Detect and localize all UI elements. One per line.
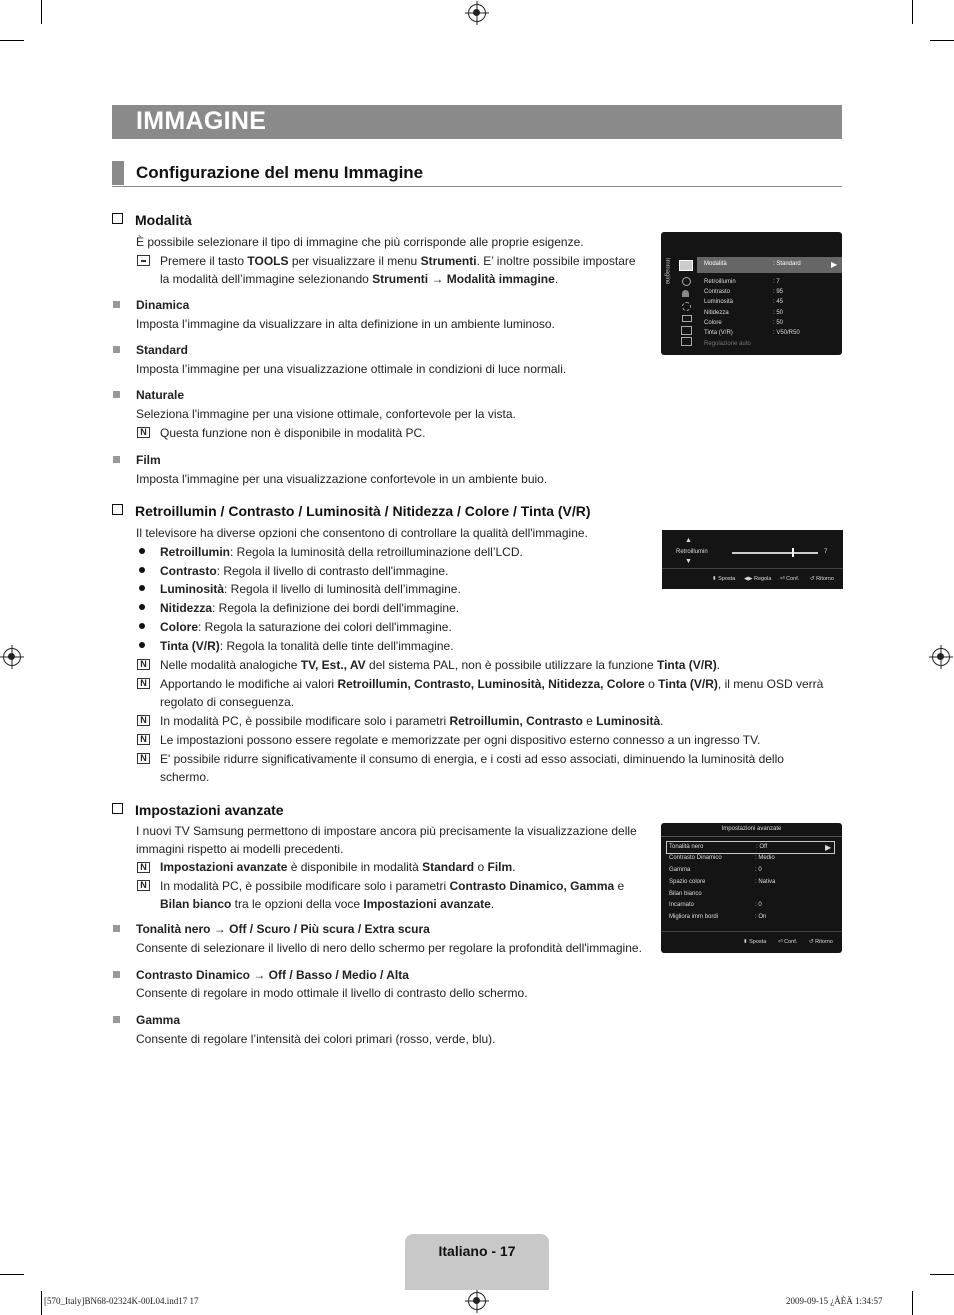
note-icon: N	[137, 715, 150, 726]
osd-row-value: : Standard	[773, 261, 801, 267]
text-bold: Strumenti → Modalità immagine	[372, 272, 555, 286]
note-icon: N	[137, 880, 150, 891]
note-text: Le impostazioni possono essere regolate e memorizzate per ogni dispositivo esterno connesso a un ingresso TV.	[160, 733, 761, 747]
osd-row-value: : On	[755, 914, 767, 920]
text: è disponibile in modalità	[287, 860, 423, 874]
print-slug-left: [570_Italy]BN68-02324K-00L04.ind17 17	[44, 1296, 199, 1306]
osd-row-value: : 50	[773, 320, 784, 326]
bullet-text	[160, 599, 459, 617]
bullet-dot	[139, 604, 145, 610]
crop-mark	[0, 40, 24, 41]
heading-modalita	[112, 212, 192, 228]
page-number: Italiano - 17	[438, 1243, 516, 1259]
text-bold: Impostazioni avanzate	[363, 897, 491, 911]
note-icon: N	[137, 678, 150, 689]
item-title	[136, 966, 409, 984]
bullet-square	[113, 1016, 120, 1023]
item-desc: Imposta l’immagine da visualizzare in alta definizione in un ambiente luminoso.	[136, 317, 555, 331]
bullet-square	[113, 456, 120, 463]
osd-row-label: Tonalità nero	[669, 844, 704, 850]
divider	[661, 931, 842, 932]
item-title	[136, 920, 430, 938]
text-bold: Bilan bianco	[160, 897, 232, 911]
text: tra le opzioni della voce	[231, 897, 364, 911]
text: : Regola il livello di contrasto dell'immagine.	[216, 564, 449, 578]
bullet-dot	[139, 548, 145, 554]
text: : Regola il livello di luminosità dell’immagine.	[224, 582, 461, 596]
osd-row-label: Modalità	[704, 261, 727, 267]
arrow-right-icon: ▶	[825, 843, 832, 852]
item-title	[136, 1011, 180, 1029]
crop-mark	[912, 0, 913, 24]
checkbox-square-icon	[112, 504, 123, 515]
item-name: Gamma	[136, 1013, 181, 1027]
modalita-intro: È possibile selezionare il tipo di immagine che più corrisponde alle proprie esigenze.	[136, 235, 584, 249]
crop-mark	[930, 1274, 954, 1275]
text-bold: Tinta (V/R)	[160, 639, 220, 653]
slider-value: 7	[824, 549, 828, 555]
osd-row-value: : V50/R50	[773, 330, 800, 336]
text-bold: Retroillumin, Contrasto, Luminosità, Nitidezza, Colore	[337, 677, 645, 691]
checkbox-square-icon	[112, 213, 123, 224]
divider	[662, 568, 843, 569]
text: .	[716, 658, 721, 672]
note-text	[160, 750, 850, 786]
osd-row-label: Incarnato	[669, 902, 695, 908]
page-number-tab	[405, 1234, 549, 1290]
text: Premere il tasto	[160, 254, 248, 268]
text: la modalità dell’immagine selezionando	[160, 272, 373, 286]
osd-row-value: : 0	[755, 867, 762, 873]
section-marker	[112, 161, 124, 185]
text: o	[474, 860, 488, 874]
hint-text: Conf.	[784, 939, 798, 945]
item-title	[136, 296, 189, 314]
channel-tab-icon	[682, 290, 689, 297]
osd-row-label: Luminosità	[704, 299, 734, 305]
heading-impostazioni-avanzate	[112, 802, 284, 818]
page-title-bar	[112, 105, 842, 139]
crop-mark	[912, 1291, 913, 1315]
page-title: IMMAGINE	[136, 107, 267, 135]
osd-title: Impostazioni avanzate	[721, 826, 782, 832]
item-name: Tonalità nero → Off / Scuro / Più scura / Extra scura	[136, 922, 430, 936]
osd-selected-row[interactable]	[697, 257, 842, 273]
registration-mark-icon	[3, 648, 21, 666]
hint-text: Regola	[754, 576, 772, 582]
arrow-down-icon: ▼	[685, 558, 692, 565]
note-text	[160, 877, 660, 913]
hint-move: ⬍ Sposta	[712, 576, 736, 582]
osd-row-label: Migliora imm bordi	[669, 914, 719, 920]
text: .	[490, 897, 495, 911]
bullet-text	[160, 562, 448, 580]
note-text	[160, 712, 850, 730]
osd-row-label: Spazio colore	[669, 879, 706, 885]
slider-thumb[interactable]	[792, 548, 794, 557]
osd-row-value: : 95	[773, 289, 784, 295]
heading-text: Modalità	[135, 212, 192, 228]
heading-text: Impostazioni avanzate	[135, 802, 284, 818]
item-name: Film	[136, 453, 161, 467]
picture-tab-icon	[679, 260, 693, 271]
osd-row-label-disabled: Regolazione auto	[704, 341, 751, 347]
osd-row-label: Nitidezza	[704, 310, 729, 316]
text-bold: Contrasto	[160, 564, 217, 578]
bullet-dot	[139, 642, 145, 648]
item-desc: Imposta l’immagine per una visualizzazione ottimale in condizioni di luce normali.	[136, 362, 567, 376]
registration-mark-icon	[468, 1292, 486, 1310]
text-bold: Standard	[422, 860, 475, 874]
text-bold: Retroillumin, Contrasto	[449, 714, 583, 728]
arrow-right-icon: ▶	[831, 260, 838, 269]
item-title	[136, 451, 161, 469]
osd-row-label: Bilan bianco	[669, 891, 702, 897]
bullet-text	[160, 543, 523, 561]
print-slug-right: 2009-09-15 ¿ÀÈÄ 1:34:57	[786, 1296, 883, 1306]
note-icon: N	[137, 753, 150, 764]
osd-selected-row[interactable]	[666, 841, 835, 854]
note-icon: N	[137, 659, 150, 670]
bullet-text	[160, 637, 454, 655]
text-bold: Luminosità	[596, 714, 661, 728]
text-bold: Tinta (V/R)	[658, 677, 718, 691]
text: del sistema PAL, non è possibile utilizzare la funzione	[365, 658, 657, 672]
text: , il menu OSD verrà	[717, 677, 824, 691]
item-desc: Consente di regolare in modo ottimale il livello di contrasto dello schermo.	[136, 986, 528, 1000]
hint-text: Conf.	[786, 576, 800, 582]
text: In modalità PC, è possibile modificare solo i parametri	[160, 879, 450, 893]
osd-row-value: : Medio	[755, 855, 775, 861]
hint-text: Ritorno	[815, 939, 833, 945]
osd-row-label: Contrasto	[704, 289, 731, 295]
retro-intro: Il televisore ha diverse opzioni che consentono di controllare la qualità dell'immagine.	[136, 526, 588, 540]
text: : Regola la luminosità della retroilluminazione dell’LCD.	[230, 545, 523, 559]
text: E' possibile ridurre significativamente il consumo di energia, e i costi ad esso associati, diminuendo la luminosità dello	[160, 752, 784, 766]
registration-mark-icon	[932, 648, 950, 666]
note-text	[160, 858, 660, 876]
crop-mark	[0, 1274, 24, 1275]
bullet-square	[113, 346, 120, 353]
crop-mark	[41, 1291, 42, 1315]
osd-row-label: Gamma	[669, 867, 691, 873]
note-text	[160, 656, 850, 674]
text-bold: Contrasto Dinamico, Gamma	[449, 879, 615, 893]
item-title	[136, 341, 188, 359]
crop-mark	[930, 40, 954, 41]
slider-label: Retroillumin	[676, 549, 708, 555]
osd-row-label: Retroillumin	[704, 279, 736, 285]
text: : Regola la saturazione dei colori dell'immagine.	[198, 620, 452, 634]
osd-advanced-settings	[661, 823, 842, 953]
avanzate-intro	[136, 822, 656, 858]
tools-note-icon	[137, 255, 150, 266]
heading-text: Retroillumin / Contrasto / Luminosità / Nitidezza / Colore / Tinta (V/R)	[135, 503, 591, 519]
bullet-square	[113, 391, 120, 398]
item-name: Contrasto Dinamico → Off / Basso / Medio / Alta	[136, 968, 409, 982]
checkbox-square-icon	[112, 803, 123, 814]
item-title	[136, 386, 184, 404]
osd-row-value: : 7	[773, 279, 780, 285]
sound-tab-icon	[682, 277, 691, 286]
text-bold: Strumenti	[420, 254, 477, 268]
text-bold: TV, Est., AV	[300, 658, 366, 672]
hint-back: ↺ Ritorno	[810, 576, 834, 582]
text: .	[660, 714, 664, 728]
slider-track[interactable]	[732, 552, 818, 554]
text-bold: Film	[487, 860, 513, 874]
hint-adjust: ◀▶ Regola	[744, 576, 772, 582]
osd-row-value: : 45	[773, 299, 784, 305]
tools-note	[160, 252, 650, 288]
text: In modalità PC, è possibile modificare solo i parametri	[160, 714, 450, 728]
registration-mark-icon	[468, 4, 486, 22]
text: per visualizzare il menu	[288, 254, 421, 268]
item-desc: Seleziona l'immagine per una visione ottimale, confortevole per la vista.	[136, 407, 516, 421]
text-bold: Colore	[160, 620, 199, 634]
hint-move: ⬍ Sposta	[743, 939, 767, 945]
setup-tab-icon	[682, 302, 691, 311]
osd-row-value: : 50	[773, 310, 784, 316]
osd-row-label: Tinta (V/R)	[704, 330, 733, 336]
arrow-up-icon: ▲	[685, 537, 692, 544]
item-desc: Consente di regolare l’intensità dei colori primari (rosso, verde, blu).	[136, 1032, 496, 1046]
bullet-dot	[139, 623, 145, 629]
text: e	[614, 879, 625, 893]
text: : Regola la tonalità delle tinte dell'immagine.	[219, 639, 454, 653]
text-bold: TOOLS	[247, 254, 289, 268]
text: e	[582, 714, 597, 728]
item-desc: Imposta l'immagine per una visualizzazione confortevole in un ambiente buio.	[136, 472, 548, 486]
note-icon: N	[137, 427, 150, 438]
text-bold: Nitidezza	[160, 601, 213, 615]
text: Nelle modalità analogiche	[160, 658, 301, 672]
text: immagini rispetto ai modelli precedenti.	[136, 842, 344, 856]
bullet-square	[113, 301, 120, 308]
section-header	[112, 161, 842, 187]
osd-row-label: Colore	[704, 320, 722, 326]
text: regolato di conseguenza.	[160, 695, 295, 709]
osd-row-value: : Nativa	[755, 879, 776, 885]
support-tab-icon	[681, 337, 692, 346]
text-bold: Impostazioni avanzate	[160, 860, 288, 874]
application-tab-icon	[681, 326, 692, 335]
hint-text: Sposta	[749, 939, 767, 945]
text: o	[644, 677, 659, 691]
hint-conf: ⏎ Conf.	[778, 939, 798, 945]
bullet-dot	[139, 585, 145, 591]
text: schermo.	[160, 770, 210, 784]
osd-slider-panel	[662, 530, 843, 589]
text-bold: Tinta (V/R)	[656, 658, 717, 672]
osd-row-value: : 0	[755, 902, 762, 908]
divider	[661, 836, 842, 837]
osd-row-value: : Off	[756, 844, 768, 850]
section-title: Configurazione del menu Immagine	[136, 163, 424, 182]
item-name: Naturale	[136, 388, 185, 402]
note-text	[160, 675, 850, 711]
bullet-square	[113, 971, 120, 978]
text: . E’ inoltre possibile impostare	[476, 254, 636, 268]
input-tab-icon	[682, 315, 692, 322]
bullet-text	[160, 618, 452, 636]
text-bold: Luminosità	[160, 582, 225, 596]
text: I nuovi TV Samsung permettono di impostare ancora più precisamente la visualizzazione delle	[136, 824, 637, 838]
text-bold: Retroillumin	[160, 545, 231, 559]
item-name: Dinamica	[136, 298, 190, 312]
osd-row-label: Contrasto Dinamico	[669, 855, 722, 861]
hint-back: ↺ Ritorno	[809, 939, 833, 945]
item-desc: Consente di selezionare il livello di nero dello schermo per regolare la profondità dell'immagine.	[136, 941, 642, 955]
crop-mark	[41, 0, 42, 24]
hint-text: Sposta	[718, 576, 736, 582]
hint-text: Ritorno	[816, 576, 834, 582]
hint-conf: ⏎ Conf.	[780, 576, 800, 582]
text: .	[512, 860, 516, 874]
text: Apportando le modifiche ai valori	[160, 677, 338, 691]
note-icon: N	[137, 862, 150, 873]
bullet-dot	[139, 567, 145, 573]
text: : Regola la definizione dei bordi dell'immagine.	[212, 601, 460, 615]
item-name: Standard	[136, 343, 189, 357]
osd-side-label: Immagine	[664, 258, 670, 285]
osd-picture-menu	[661, 232, 842, 355]
text: .	[554, 272, 559, 286]
heading-retroillumin	[112, 503, 591, 519]
bullet-square	[113, 925, 120, 932]
note-icon: N	[137, 734, 150, 745]
bullet-text	[160, 580, 461, 598]
note-text: Questa funzione non è disponibile in modalità PC.	[160, 426, 426, 440]
